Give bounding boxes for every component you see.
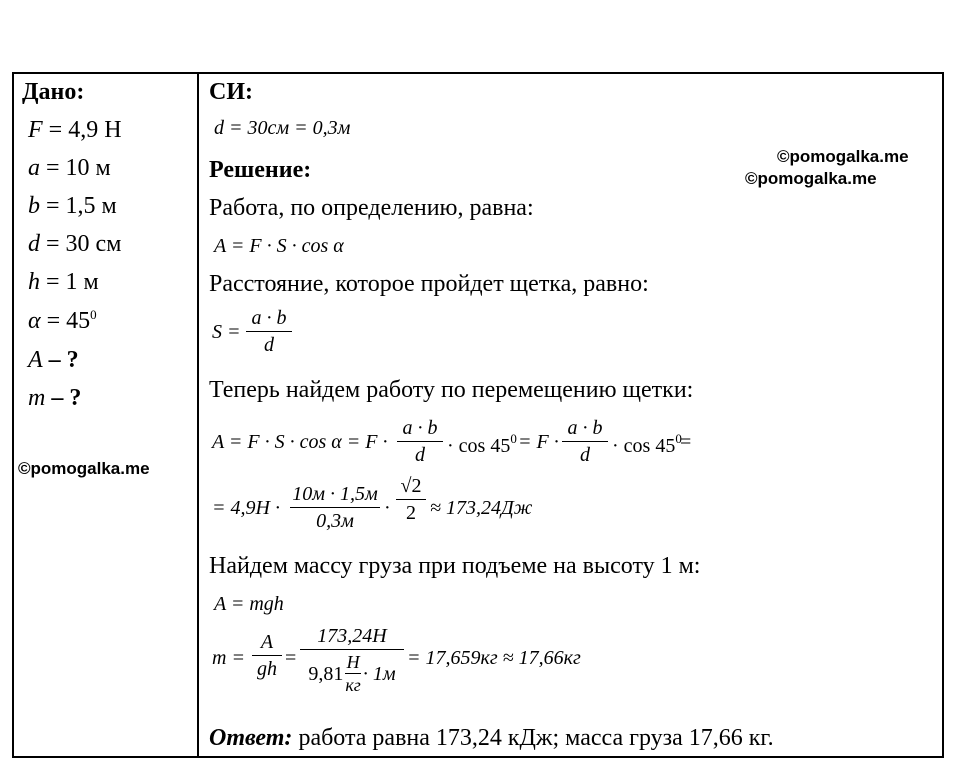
formula-part: = [680, 431, 692, 453]
si-title: СИ: [209, 79, 253, 105]
watermark: ©pomogalka.me [18, 459, 150, 478]
given-item: a = 10 м [28, 155, 111, 181]
solution-text: Работа, по определению, равна: [209, 195, 534, 221]
formula-part: = F · [518, 431, 559, 453]
solution-text: Теперь найдем работу по перемещению щетки: [209, 377, 694, 403]
fraction: a · b d [246, 308, 292, 355]
formula-work-numeric: = 4,9Н · [212, 497, 280, 519]
given-item: $\alpha = 45^0$ [28, 307, 97, 334]
fraction: √2 2 [396, 476, 426, 523]
answer: Ответ: работа равна 173,24 кДж; масса груза 17,66 кг. [209, 725, 774, 751]
formula-result-mass: = 17,659кг ≈ 17,66кг [407, 647, 581, 669]
formula-part: = [285, 647, 297, 669]
column-divider [197, 72, 199, 758]
si-conversion: d = 30см = 0,3м [214, 117, 351, 139]
watermark: ©pomogalka.me [777, 147, 909, 166]
given-item: A – ? [28, 347, 79, 373]
fraction: a · b d [562, 418, 608, 465]
formula-part: · $\cos 45^0$ [447, 431, 517, 457]
formula-lift-work: A = mgh [214, 593, 284, 615]
watermark: ©pomogalka.me [745, 169, 877, 188]
fraction: 173,24Н 9,81 Н кг · 1м [300, 626, 404, 694]
formula-work-expanded: A = F · S · cos α = F · [212, 431, 388, 453]
solution-title: Решение: [209, 157, 312, 183]
given-item: h = 1 м [28, 269, 99, 295]
formula-part: · $\cos 45^0$ [612, 431, 682, 457]
formula-distance-lhs: S = [212, 321, 241, 343]
formula-mass-lhs: m = [212, 647, 245, 669]
given-item: b = 1,5 м [28, 193, 117, 219]
formula-part: · [384, 497, 391, 519]
solution-text: Найдем массу груза при подъеме на высоту 1 м: [209, 553, 701, 579]
fraction: A gh [252, 632, 282, 679]
given-item: m – ? [28, 385, 82, 411]
solution-text: Расстояние, которое пройдет щетка, равно: [209, 271, 649, 297]
given-item: d = 30 см [28, 231, 122, 257]
given-title: Дано: [22, 79, 85, 105]
formula-work: A = F · S · cos α [214, 235, 344, 257]
fraction: 10м · 1,5м 0,3м [290, 484, 380, 531]
formula-result-work: ≈ 173,24Дж [430, 497, 533, 519]
given-item: F = 4,9 Н [28, 117, 122, 143]
fraction: a · b d [397, 418, 443, 465]
